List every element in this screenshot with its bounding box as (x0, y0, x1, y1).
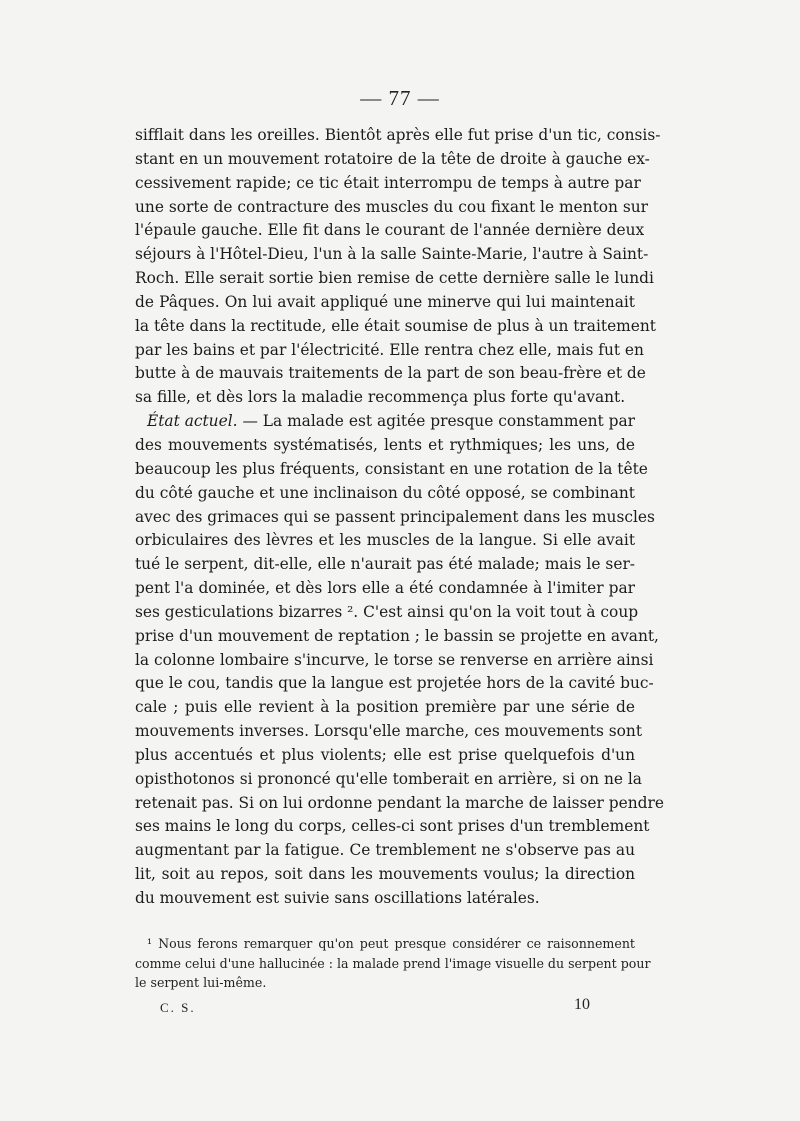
text-line: augmentant par la fatigue. Ce tremblement ne s'observe pas au (135, 841, 635, 860)
text-line: tué le serpent, dit-elle, elle n'aurait pas été malade; mais le ser- (135, 555, 635, 574)
text-line: par les bains et par l'électricité. Elle rentra chez elle, mais fut en (135, 340, 644, 359)
body-text (135, 124, 664, 911)
text-line: mouvements inverses. Lorsqu'elle marche, ces mouvements sont (135, 722, 643, 741)
text-line: des mouvements systématisés, lents et rythmiques; les uns, de (135, 435, 635, 454)
etat-first-line (135, 410, 635, 434)
sheet-number: 10 (574, 996, 590, 1013)
text-line: opisthotonos si prononcé qu'elle tomberait en arrière, si on ne la (135, 769, 642, 788)
footnote-line: le serpent lui-même. (135, 975, 267, 990)
text-line: une sorte de contracture des muscles du cou fixant le menton sur (135, 197, 648, 216)
text-line: sifflait dans les oreilles. Bientôt après elle fut prise d'un tic, consis- (135, 126, 661, 144)
footnote-line: ¹ Nous ferons remarquer qu'on peut presque considérer ce raisonnement (147, 936, 635, 951)
text-line: la tête dans la rectitude, elle était soumise de plus à un traitement (135, 316, 656, 335)
text-line: cale ; puis elle revient à la position première par une série de (135, 698, 635, 717)
text-line: du côté gauche et une inclinaison du côté opposé, se combinant (135, 483, 635, 502)
footnote-line: comme celui d'une hallucinée : la malade prend l'image visuelle du serpent pour (135, 955, 651, 971)
footnote (135, 934, 651, 993)
text-line: cessivement rapide; ce tic était interrompu de temps à autre par (135, 173, 641, 192)
page-number: — 77 — (360, 86, 440, 110)
text-line: butte à de mauvais traitements de la part de son beau-frère et de (135, 364, 646, 383)
text-line: lit, soit au repos, soit dans les mouvements voulus; la direction (135, 865, 635, 884)
signature-mark: C. S. (160, 1000, 196, 1015)
text-line: sa fille, et dès lors la maladie recommença plus forte qu'avant. (135, 388, 626, 407)
text-line: que le cou, tandis que la langue est projetée hors de la cavité buc- (135, 674, 654, 693)
text-line: beaucoup les plus fréquents, consistant en une rotation de la tête (135, 459, 648, 478)
text-line: ses mains le long du corps, celles-ci sont prises d'un tremblement (135, 817, 650, 836)
text-line: retenait pas. Si on lui ordonne pendant la marche de laisser pendre (135, 793, 664, 812)
text-line: de Pâques. On lui avait appliqué une minerve qui lui maintenait (135, 292, 635, 311)
text-line: l'épaule gauche. Elle fit dans le courant de l'année dernière deux (135, 221, 645, 240)
text-line: ses gesticulations bizarres ². C'est ainsi qu'on la voit tout à coup (135, 602, 639, 621)
text-line: pent l'a dominée, et dès lors elle a été condamnée à l'imiter par (135, 579, 635, 598)
text-line: avec des grimaces qui se passent principalement dans les muscles (135, 507, 655, 526)
etat-first-line-text: — La malade est agitée presque constamment par (237, 412, 635, 431)
text-line: du mouvement est suivie sans oscillations latérales. (135, 889, 540, 907)
etat-actuel-heading: État actuel. (147, 412, 238, 431)
text-line: orbiculaires des lèvres et les muscles de la langue. Si elle avait (135, 531, 635, 550)
text-line: Roch. Elle serait sortie bien remise de cette dernière salle le lundi (135, 269, 654, 288)
text-line: stant en un mouvement rotatoire de la tête de droite à gauche ex- (135, 149, 650, 168)
text-line: prise d'un mouvement de reptation ; le bassin se projette en avant, (135, 626, 659, 645)
text-line: plus accentués et plus violents; elle est prise quelquefois d'un (135, 745, 635, 764)
text-line: séjours à l'Hôtel-Dieu, l'un à la salle Sainte-Marie, l'autre à Saint- (135, 245, 649, 264)
text-line: la colonne lombaire s'incurve, le torse se renverse en arrière ainsi (135, 650, 654, 669)
